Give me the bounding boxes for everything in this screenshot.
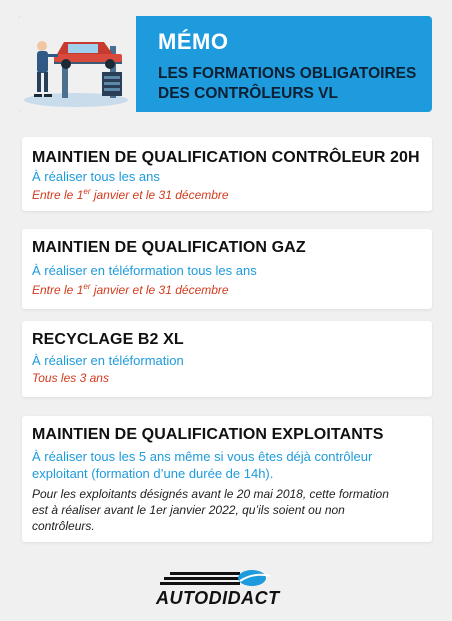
frequency-line-2: exploitant (formation d’une durée de 14h). (32, 466, 274, 481)
card-frequency: À réaliser en téléformation (32, 353, 184, 368)
autodidact-logo (156, 568, 296, 608)
card-gaz (22, 229, 432, 309)
period-text: Entre le 1 (32, 283, 84, 297)
subtitle-line-1: LES FORMATIONS OBLIGATOIRES (158, 65, 417, 82)
logo-swoosh-icon (156, 568, 296, 590)
mechanic-illustration (18, 16, 136, 112)
period-superscript: er (83, 282, 91, 291)
note-line-3: contrôleurs. (32, 519, 95, 533)
period-superscript: er (83, 187, 91, 196)
card-period (32, 187, 229, 202)
card-frequency: À réaliser en téléformation tous les ans (32, 263, 257, 278)
period-text-end: janvier et le 31 décembre (90, 188, 229, 202)
period-text-end: janvier et le 31 décembre (90, 283, 229, 297)
card-frequency (32, 448, 420, 482)
card-title: MAINTIEN DE QUALIFICATION GAZ (32, 239, 306, 256)
card-frequency: À réaliser tous les ans (32, 169, 160, 184)
note-line-1: Pour les exploitants désignés avant le 20 mai 2018, cette formation (32, 487, 389, 501)
card-note (32, 486, 420, 534)
note-line-2: est à réaliser avant le 1er janvier 2022, qu’ils soient ou non (32, 503, 345, 517)
subtitle-line-2: DES CONTRÔLEURS VL (158, 85, 338, 102)
memo-subtitle (158, 64, 418, 104)
card-exploitants (22, 416, 432, 542)
period-text: Entre le 1 (32, 188, 84, 202)
card-period (32, 282, 229, 297)
card-title: RECYCLAGE B2 XL (32, 331, 184, 348)
frequency-line-1: À réaliser tous les 5 ans même si vous êtes déjà contrôleur (32, 449, 373, 464)
memo-title: MÉMO (158, 29, 229, 54)
car-lift-icon (18, 16, 136, 112)
card-period: Tous les 3 ans (32, 371, 109, 385)
logo-text: AUTODIDACT (156, 588, 280, 608)
card-title: MAINTIEN DE QUALIFICATION CONTRÔLEUR 20H (32, 149, 420, 166)
card-title: MAINTIEN DE QUALIFICATION EXPLOITANTS (32, 426, 384, 443)
card-controleur-20h (22, 137, 432, 211)
memo-header (18, 16, 432, 112)
card-recyclage-b2-xl (22, 321, 432, 397)
